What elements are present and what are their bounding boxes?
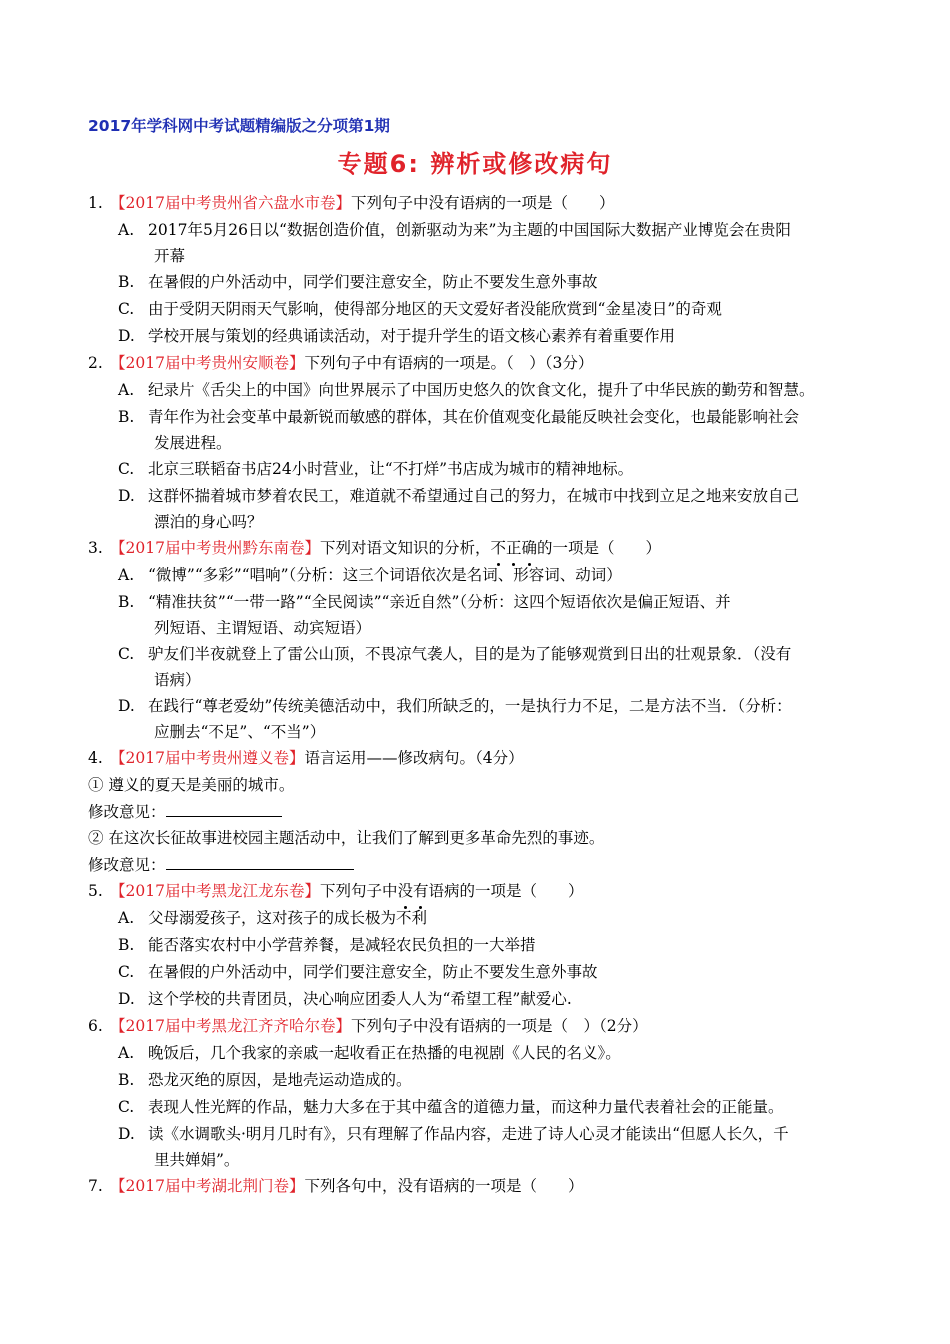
option-c: C. 由于受阴天阴雨天气影响，使得部分地区的天文爱好者没能欣赏到“金星凌日”的奇观 [118,300,722,318]
question-7 [88,1173,878,1200]
emphasis-dotted: 没有 [397,882,428,900]
question-source: 【2017届中考黑龙江齐齐哈尔卷】 [110,1017,351,1035]
question-stem [88,1173,878,1200]
option-a: A. 父母溺爱孩子，这对孩子的成长极为不利 [118,909,428,927]
revision-row-2: 修改意见： [88,851,878,878]
sentence-1: ① 遵义的夏天是美丽的城市。 [88,776,295,794]
question-source: 【2017届中考贵州黔东南卷】 [110,539,320,557]
option-b: B. 青年作为社会变革中最新锐而敏感的群体，其在价值观变化最能反映社会变化，也最能影响社会 发展进程。 [118,408,800,452]
option-c: C. 北京三联韬奋书店24小时营业，让“不打烊”书店成为城市的精神地标。 [118,460,634,478]
question-number: 4. [88,749,103,767]
question-text: 下列句子中没有语病的一项是（ ）（2分） [350,1017,648,1035]
question-stem [88,745,878,772]
question-stem [88,190,878,217]
question-stem [88,350,878,377]
question-number: 1. [88,194,103,212]
option-d: D. 在践行“尊老爱幼”传统美德活动中，我们所缺乏的，一是执行力不足，二是方法不当．（分析： 应删去“不足”、“不当”） [118,697,792,741]
option-b: B. 在暑假的户外活动中，同学们要注意安全，防止不要发生意外事故 [118,273,598,291]
revision-row-1: 修改意见： [88,798,878,825]
question-number: 2. [88,354,103,372]
question-list [88,190,878,1200]
series-header: 2017年学科网中考试题精编版之分项第1期 [88,117,390,135]
answer-blank-2[interactable] [166,851,354,870]
question-6 [88,1013,878,1173]
question-stem: 5. 【2017届中考黑龙江龙东卷】下列句子中没有语病的一项是（ ） [88,878,878,905]
option-a: A. 晚饭后，几个我家的亲戚一起收看正在热播的电视剧《人民的名义》。 [118,1044,621,1062]
option-c: C. 在暑假的户外活动中，同学们要注意安全，防止不要发生意外事故 [118,963,598,981]
emphasis-dotted: 不正确 [490,539,537,557]
question-text: 下列句子中有语病的一项是。（ ）（3分） [304,354,594,372]
question-source: 【2017届中考贵州安顺卷】 [110,354,305,372]
question-source: 【2017届中考贵州遵义卷】 [110,749,305,767]
option-d: D. 这群怀揣着城市梦着农民工，难道就不希望通过自己的努力，在城市中找到立足之地来安放自己 漂泊的身心吗？ [118,487,800,531]
question-source: 【2017届中考湖北荆门卷】 [110,1177,305,1195]
question-2 [88,350,878,535]
option-c: C. 表现人性光辉的作品，魅力大多在于其中蕴含的道德力量，而这种力量代表着社会的正能量。 [118,1098,784,1116]
option-a: A. 纪录片《舌尖上的中国》向世界展示了中国历史悠久的饮食文化，提升了中华民族的勤劳和智慧。 [118,381,815,399]
question-3 [88,535,878,745]
option-d: D. 这个学校的共青团员，决心响应团委人人为“希望工程”献爱心. [118,990,572,1008]
question-source: 【2017届中考黑龙江龙东卷】 [110,882,320,900]
option-b: B. 恐龙灭绝的原因，是地壳运动造成的。 [118,1071,412,1089]
option-a: A. “微博”“多彩”“唱响”（分析：这三个词语依次是名词、形容词、动词） [118,566,622,584]
question-4 [88,745,878,878]
sentence-2: ② 在这次长征故事进校园主题活动中，让我们了解到更多革命先烈的事迹。 [88,829,605,847]
question-5 [88,878,878,1013]
question-stem: 3. 【2017届中考贵州黔东南卷】下列对语文知识的分析，不正确的一项是（ ） [88,535,878,562]
option-c: C. 驴友们半夜就登上了雷公山顶，不畏凉气袭人，目的是为了能够观赏到日出的壮观景象．（没有 语病） [118,645,792,689]
question-number: 3. [88,539,103,557]
option-a: A. 2017年5月26日以“数据创造价值，创新驱动为来”为主题的中国国际大数据产业博览会在贵阳 开幕 [118,221,791,265]
question-1 [88,190,878,350]
option-b: B. 能否落实农村中小学营养餐，是减轻农民负担的一大举措 [118,936,536,954]
question-number: 6. [88,1017,103,1035]
question-source: 【2017届中考贵州省六盘水市卷】 [110,194,351,212]
option-d: D. 学校开展与策划的经典诵读活动，对于提升学生的语文核心素养有着重要作用 [118,327,676,345]
question-number: 5. [88,882,103,900]
question-text: 下列句子中没有语病的一项是（ ） [350,194,615,212]
page-title: 专题6: 辨析或修改病句 [337,150,613,178]
question-text: 语言运用——修改病句。（4分） [304,749,524,767]
question-text: 下列各句中，没有语病的一项是（ ） [304,1177,584,1195]
option-d: D. 读《水调歌头·明月几时有》，只有理解了作品内容，走进了诗人心灵才能读出“但愿人长久，千 里共婵娟”。 [118,1125,789,1169]
answer-blank-1[interactable] [166,798,282,817]
question-stem [88,1013,878,1040]
question-number: 7. [88,1177,103,1195]
option-b: B. “精准扶贫”“一带一路”“全民阅读”“亲近自然”（分析：这四个短语依次是偏正短语、并 列短语、主谓短语、动宾短语） [118,593,731,637]
